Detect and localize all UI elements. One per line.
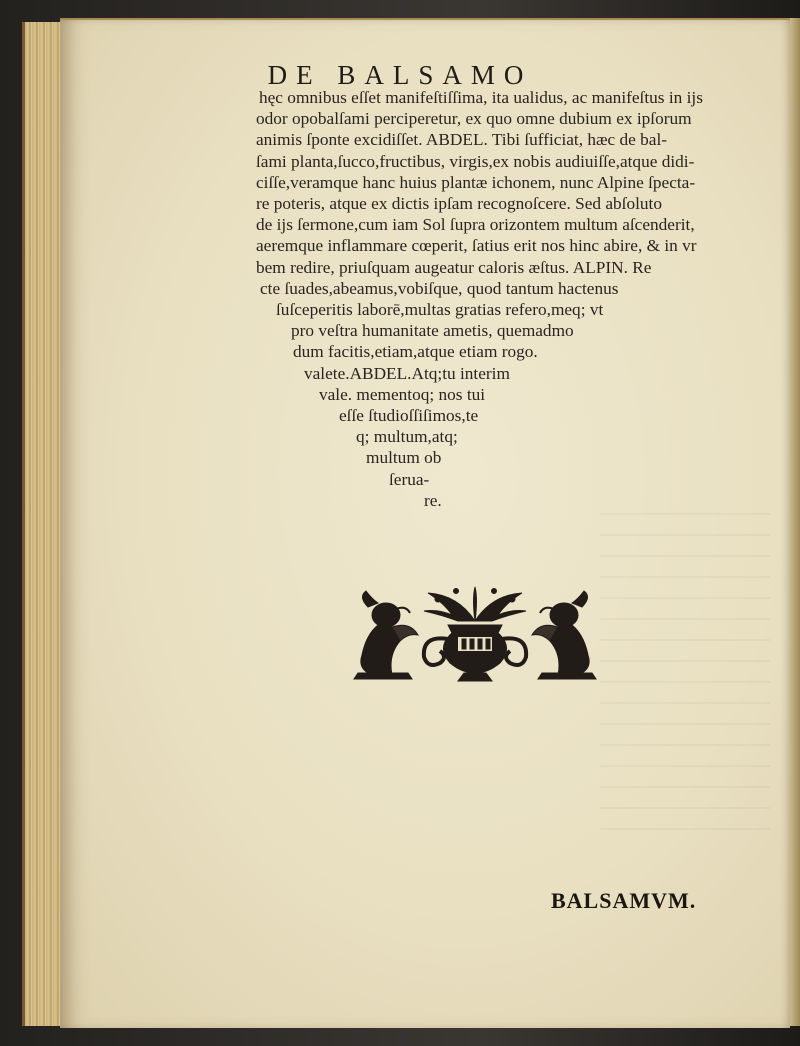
text-line: eſſe ſtudioſſiſimos,te xyxy=(339,406,479,426)
text-line: ciſſe,veramque hanc huius plantæ ichonem, nunc Alpine ſpecta- xyxy=(256,172,696,192)
text-line: animis ſponte excidiſſet. ABDEL. Tibi ſufficiat, hæc de bal- xyxy=(256,130,668,150)
woodcut-ornament xyxy=(348,585,602,685)
main-text-block xyxy=(256,87,776,511)
text-line: pro veſtra humanitate ametis, quemadmo xyxy=(291,321,574,341)
text-line: de ijs ſermone,cum iam Sol ſupra orizontem multum aſcenderit, xyxy=(256,215,695,235)
text-line: ſuſceperitis laborē,multas gratias refero,meq; vt xyxy=(276,300,604,320)
running-head: DE BALSAMO xyxy=(267,60,533,90)
left-griffin-figure xyxy=(354,591,418,679)
catchword: BALSAMVM. xyxy=(551,888,697,913)
text-line: hęc omnibus eſſet manifeſtiſſima, ita ualidus, ac manifeſtus in ijs xyxy=(259,88,703,107)
text-line: bem redire, priuſquam augeatur caloris æſtus. ALPIN. Re xyxy=(256,257,652,277)
text-line: vale. mementoq; nos tui xyxy=(319,384,486,404)
right-griffin-figure xyxy=(532,591,596,679)
text-line: odor opobalſami perciperetur, ex quo omne dubium ex ipſorum xyxy=(256,109,692,129)
text-line: valete.ABDEL.Atq;tu interim xyxy=(304,363,510,383)
text-line: q; multum,atq; xyxy=(356,427,458,447)
text-line: multum ob xyxy=(366,448,442,468)
text-line: re poteris, atque ex dictis ipſam recognoſcere. Sed abſoluto xyxy=(256,194,662,214)
text-line: dum facitis,etiam,atque etiam rogo. xyxy=(293,342,538,362)
show-through-text xyxy=(600,500,770,830)
urn-vase xyxy=(443,625,506,681)
foliage-spray xyxy=(424,587,526,621)
text-line: ſerua- xyxy=(389,469,430,489)
text-line: aeremque inflammare cœperit, ſatius erit nos hinc abire, & in vr xyxy=(256,236,697,256)
facing-page-edge xyxy=(790,18,800,1026)
text-line: cte ſuades,abeamus,vobiſque, quod tantum hactenus xyxy=(260,278,619,298)
text-line: re. xyxy=(424,490,442,510)
text-line: ſami planta,ſucco,fructibus, virgis,ex nobis audiuiſſe,atque didi- xyxy=(256,151,695,171)
